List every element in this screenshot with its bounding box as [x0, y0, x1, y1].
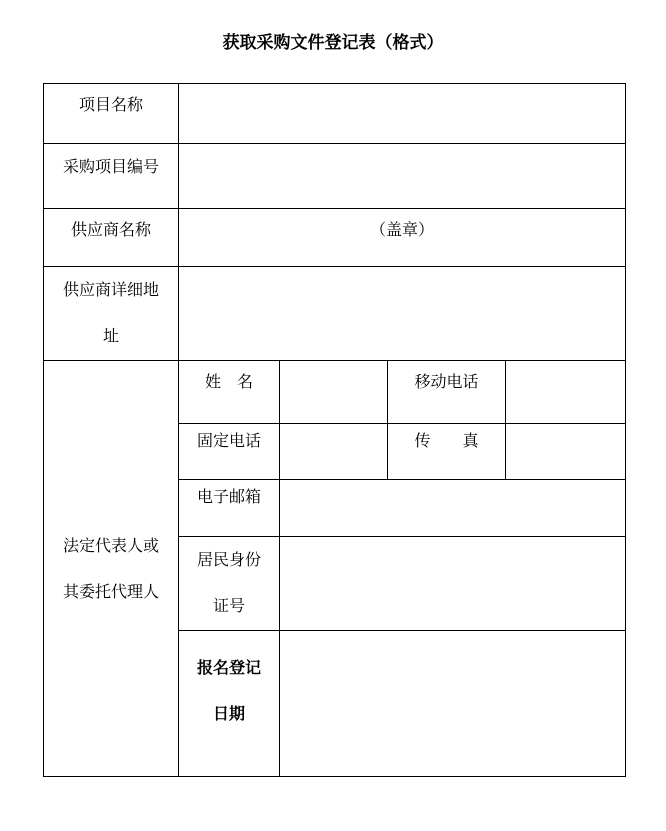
row-project-name [44, 84, 626, 144]
email-field[interactable] [280, 480, 626, 537]
project-name-label: 项目名称 [44, 84, 179, 144]
mobile-field[interactable] [506, 361, 626, 424]
email-label: 电子邮箱 [179, 480, 280, 537]
phone-label: 固定电话 [179, 424, 280, 480]
representative-label-line2: 其委托代理人 [62, 581, 159, 601]
supplier-address-field[interactable] [179, 267, 626, 361]
registration-form-table [43, 83, 626, 777]
supplier-seal-text: （盖章） [369, 220, 434, 239]
registration-date-label-line1: 报名登记 [196, 658, 261, 677]
row-name-mobile [44, 361, 626, 424]
fax-field[interactable] [506, 424, 626, 480]
mobile-label: 移动电话 [388, 361, 506, 424]
supplier-address-label-line1: 供应商详细地 [62, 280, 159, 299]
id-number-field[interactable] [280, 537, 626, 631]
supplier-address-label-line2: 址 [102, 326, 119, 345]
fax-label: 传 真 [388, 424, 506, 480]
phone-field[interactable] [280, 424, 388, 480]
name-label: 姓 名 [179, 361, 280, 424]
representative-label-line1: 法定代表人或 [62, 535, 159, 555]
id-number-label-line2: 证号 [212, 596, 245, 615]
registration-date-field[interactable] [280, 631, 626, 777]
name-field[interactable] [280, 361, 388, 424]
representative-label [44, 361, 179, 777]
id-number-label [179, 537, 280, 631]
id-number-label-line1: 居民身份 [196, 550, 261, 569]
registration-date-label [179, 631, 280, 777]
row-supplier-name [44, 209, 626, 267]
row-supplier-address [44, 267, 626, 361]
row-project-number [44, 144, 626, 209]
supplier-name-field[interactable] [179, 209, 626, 267]
project-number-label: 采购项目编号 [44, 144, 179, 209]
project-name-field[interactable] [179, 84, 626, 144]
supplier-name-label: 供应商名称 [44, 209, 179, 267]
supplier-address-label [44, 267, 179, 361]
registration-date-label-line2: 日期 [212, 704, 245, 723]
project-number-field[interactable] [179, 144, 626, 209]
page-title: 获取采购文件登记表（格式） [222, 33, 444, 53]
